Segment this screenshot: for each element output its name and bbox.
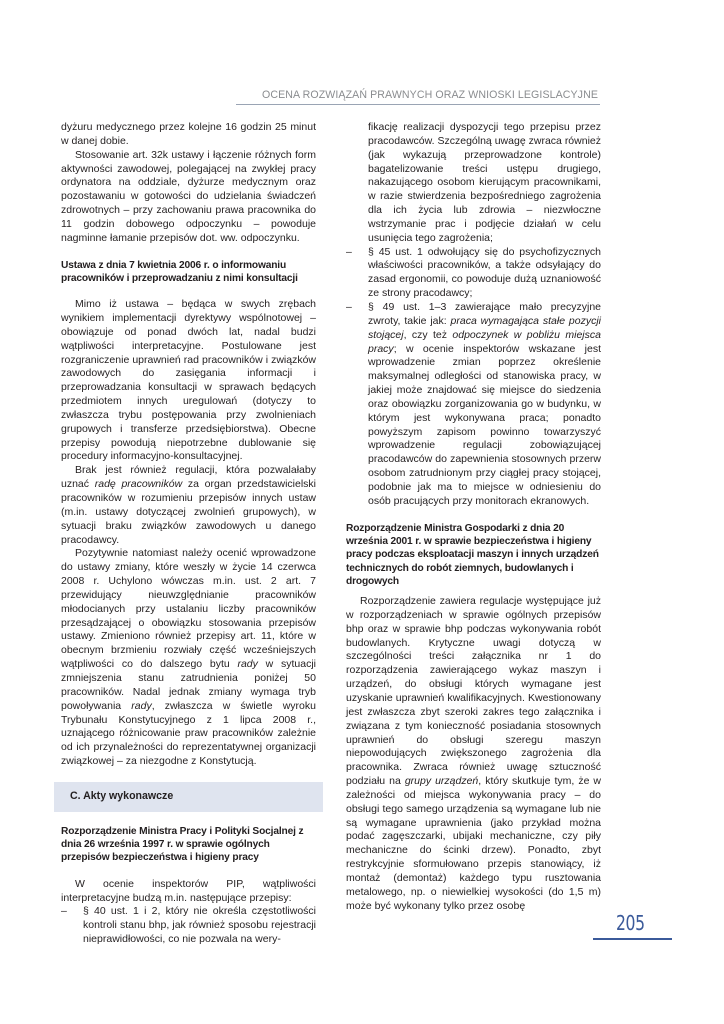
paragraph: Pozytywnie natomiast należy ocenić wprowadzone do ustawy zmiany, które weszły w życie 14 czerwca 2008 r. Uchylono wówczas m.in. ust. 2 art. 7 przewidujący nieuwzględnianie pracowników młodocianych przy ustalaniu liczby pracowników przesądzającej o obowiązku stosowania przepisów ustawy. Zmieniono również przepisy art. 11, które w obecnym brzmieniu rozwiały część wcześniejszych wątpliwości co do dalszego bytu rady w sytuacji zmniejszenia stanu zatrudnienia poniżej 50 pracowników. Nadal jednak zmiany wymaga tryb powoływania rady, zwłaszcza w świetle wyroku Trybunału Konstytucyjnego z 1 lipca 2008 r., uznającego różnicowanie praw pracowników zależnie od ich przynależności do reprezentatywnej organizacji związkowej – za niezgodne z Konstytucją. — [61, 547, 316, 768]
section-label: C. Akty wykonawcze — [70, 789, 174, 802]
right-column — [346, 121, 601, 914]
section-heading: Rozporządzenie Ministra Gospodarki z dnia 20 września 2001 r. w sprawie bezpieczeństwa i higieny pracy podczas eksploatacji maszyn i innych urządzeń technicznych do robót ziemnych, budowlanych i drogowych — [346, 522, 599, 587]
emphasis: rady — [131, 699, 152, 712]
paragraph: Brak jest również regulacji, która pozwalałaby uznać radę pracowników za organ przedstawicielski pracowników w rozumieniu przepisów innych ustaw (m.in. ustawy dotyczącej zwolnień grupowych), w sytuacji braku związków zawodowych u danego pracodawcy. — [61, 464, 316, 546]
paragraph: W ocenie inspektorów PIP, wątpliwości interpretacyjne budzą m.in. następujące przepisy: — [61, 877, 316, 904]
emphasis: rady — [237, 658, 258, 671]
dash-bullet: – — [346, 245, 352, 258]
list-item: – § 49 ust. 1–3 zawierające mało precyzyjne zwroty, takie jak: praca wymagająca stałe pozycji stojącej, czy też odpoczynek w pobliżu miejsca pracy; w ocenie inspektorów wskazane jest wprowadzenie zmian poprzez określenie maksymalnej odległości od stanowiska pracy, w jakiej może znajdować się miejsce do siedzenia oraz obowiązku zorganizowania go w budynku, w którym jest wykonywana praca; ponadto powyższym zapisom powinno towarzyszyć wprowadzenie regulacji zobowiązującej pracodawców do zapewnienia stosownych przerw osobom zatrudnionym przy ciągłej pracy stojącej, podobnie jak ma to miejsce w odniesieniu do osób pracujących przy monitorach ekranowych. — [346, 300, 601, 507]
dash-bullet: – — [346, 300, 352, 313]
paragraph: dyżuru medycznego przez kolejne 16 godzin 25 minut w danej dobie. — [61, 121, 316, 147]
header-rule — [236, 104, 600, 105]
left-column — [61, 121, 316, 947]
paragraph: Mimo iż ustawa – będąca w swych zrębach wynikiem implementacji dyrektywy wspólnotowej – obowiązuje od ponad dwóch lat, nadal budzi wątpliwości interpretacyjne. Postulowane jest rozgraniczenie uprawnień rad pracowników i związków zawodowych do zasięgania informacji i przeprowadzania konsultacji w sprawach będących przedmiotem innych uregulowań (dotyczy to zwłaszcza trybu postępowania przy zwolnieniach grupowych i transferze przedsiębiorstwa). Obecne przepisy powodują niepotrzebne dublowanie się procedury informacyjno-konsultacyjnej. — [61, 298, 316, 463]
section-heading: Rozporządzenie Ministra Pracy i Polityki Socjalnej z dnia 26 września 1997 r. w sprawie ogólnych przepisów bezpieczeństwa i higieny pracy — [61, 825, 304, 864]
paragraph: Rozporządzenie zawiera regulacje występujące już w rozporządzeniach w sprawie ogólnych przepisów bhp oraz w sprawie bhp podczas wykonywania robót budowlanych. Krytyczne uwagi dotyczą w szczególności treści załącznika nr 1 do rozporządzenia zawierającego wykaz maszyn i urządzeń, do obsługi których wymagane jest uzyskanie uprawnień kwalifikacyjnych. Kwestionowany jest zwłaszcza zbyt szeroki zakres tego załącznika i związana z tym konieczność posiadania stosownych uprawnień do obsługi szeregu maszyn niepowodujących zwiększonego zagrożenia dla pracownika. Zwraca również uwagę sztuczność podziału na grupy urządzeń, który skutkuje tym, że w zależności od miejsca wykonywania pracy – do obsługi tego samego urządzenia są wymagane lub nie są wymagane uprawnienia (jako przykład można podać zagęszczarki, ubijaki mechaniczne, czy piły mechaniczne do ścinki drzew). Ponadto, zbyt restrykcyjnie sformułowano przepis stanowiący, iż montaż (demontaż) każdego typu rusztowania metalowego, np. o niewielkiej wysokości (do 1,5 m) może być wykonany tylko przez osobę — [346, 595, 601, 912]
section-heading: Ustawa z dnia 7 kwietnia 2006 r. o informowaniu pracowników i przeprowadzaniu z nimi konsultacji — [61, 259, 298, 284]
page-number: 205 — [616, 911, 645, 935]
emphasis: grupy urządzeń — [404, 775, 479, 788]
list-item-continued: fikację realizacji dyspozycji tego przepisu przez pracodawców. Szczególną uwagę zwraca również (jak wykazują przeprowadzone kontrole) bagatelizowanie treści ustępu drugiego, nakazującego osobom kierującym pracownikami, w razie stwierdzenia bezpośredniego zagrożenia dla ich życia lub zdrowia – niezwłoczne wstrzymanie prac i podjęcie działań w celu usunięcia tego zagrożenia; — [368, 121, 601, 244]
dash-bullet: – — [61, 905, 67, 918]
paragraph: Stosowanie art. 32k ustawy i łączenie różnych form aktywności zawodowej, polegającej na zwykłej pracy ordynatora na oddziale, dyżurze medycznym oraz pozostawaniu w gotowości do udzielania świadczeń zdrowotnych – przy zachowaniu prawa pracownika do 11 godzin dobowego odpoczynku – powoduje nagminne łamanie przepisów dot. ww. odpoczynku. — [61, 148, 316, 244]
emphasis: radę pracowników — [94, 478, 183, 491]
list-item: – § 45 ust. 1 odwołujący się do psychofizycznych właściwości pracowników, a także odsyłający do zasad ergonomii, co powoduje dużą uznaniowość ze strony pracodawcy; — [346, 245, 601, 300]
emphasis: odpoczynek w pobliżu miejsca pracy — [368, 328, 601, 355]
list-item: – § 40 ust. 1 i 2, który nie określa częstotliwości kontroli stanu bhp, jak również sposobu rejestracji nieprawidłowości, co nie pozwala na wery- — [61, 905, 316, 946]
running-title: OCENA ROZWIĄZAŃ PRAWNYCH ORAZ WNIOSKI LEGISLACYJNE — [262, 89, 598, 101]
section-band-akty-wykonawcze — [54, 782, 323, 812]
page-number-rule — [593, 938, 672, 940]
emphasis: praca wymagająca stałe pozycji stojącej — [368, 314, 601, 341]
